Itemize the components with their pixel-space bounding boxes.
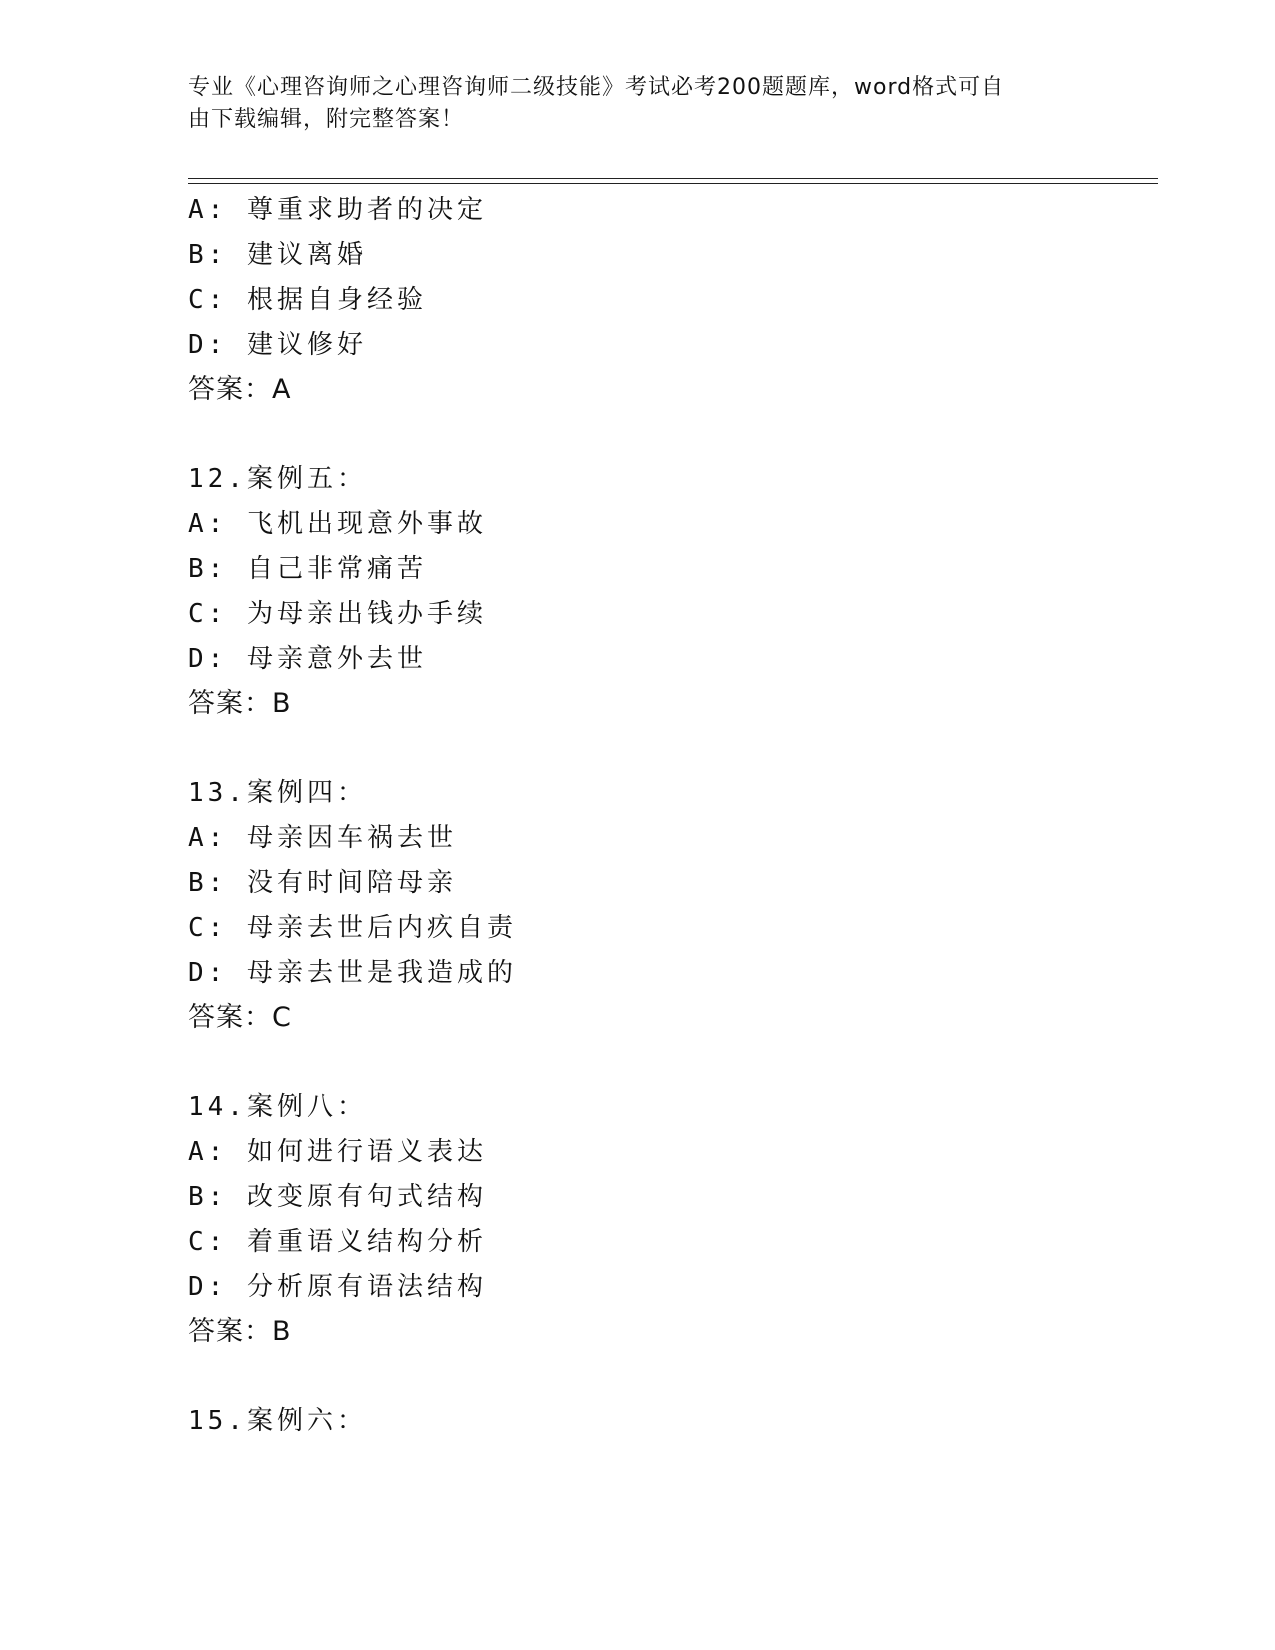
option-a: A: 飞机出现意外事故 [188,509,487,539]
question-title: 14.案例八： [188,1092,367,1122]
option-a: A: 尊重求助者的决定 [188,195,487,225]
option-d: D: 母亲去世是我造成的 [188,958,517,988]
header-rule-bottom [188,183,1158,184]
answer-line: 答案：C [188,1002,292,1033]
answer-line: 答案：A [188,374,292,405]
answer-line: 答案：B [188,1316,292,1347]
document-header [188,72,1068,136]
option-d: D: 建议修好 [188,330,367,360]
option-c: C: 母亲去世后内疚自责 [188,913,517,943]
option-c: C: 为母亲出钱办手续 [188,599,487,629]
option-c: C: 根据自身经验 [188,285,427,315]
header-line-1: 专业《心理咨询师之心理咨询师二级技能》考试必考200题题库，word格式可自 [188,75,1005,100]
question-title: 13.案例四： [188,778,367,808]
option-c: C: 着重语义结构分析 [188,1227,487,1257]
option-b: B: 改变原有句式结构 [188,1182,487,1212]
header-rule-top [188,178,1158,179]
option-b: B: 没有时间陪母亲 [188,868,457,898]
option-b: B: 自己非常痛苦 [188,554,427,584]
option-d: D: 母亲意外去世 [188,644,427,674]
option-d: D: 分析原有语法结构 [188,1272,487,1302]
question-title: 15.案例六： [188,1406,367,1436]
option-b: B: 建议离婚 [188,240,367,270]
question-title: 12.案例五： [188,464,367,494]
option-a: A: 如何进行语义表达 [188,1137,487,1167]
answer-line: 答案：B [188,688,292,719]
option-a: A: 母亲因车祸去世 [188,823,457,853]
header-line-2: 由下载编辑，附完整答案！ [188,107,465,132]
